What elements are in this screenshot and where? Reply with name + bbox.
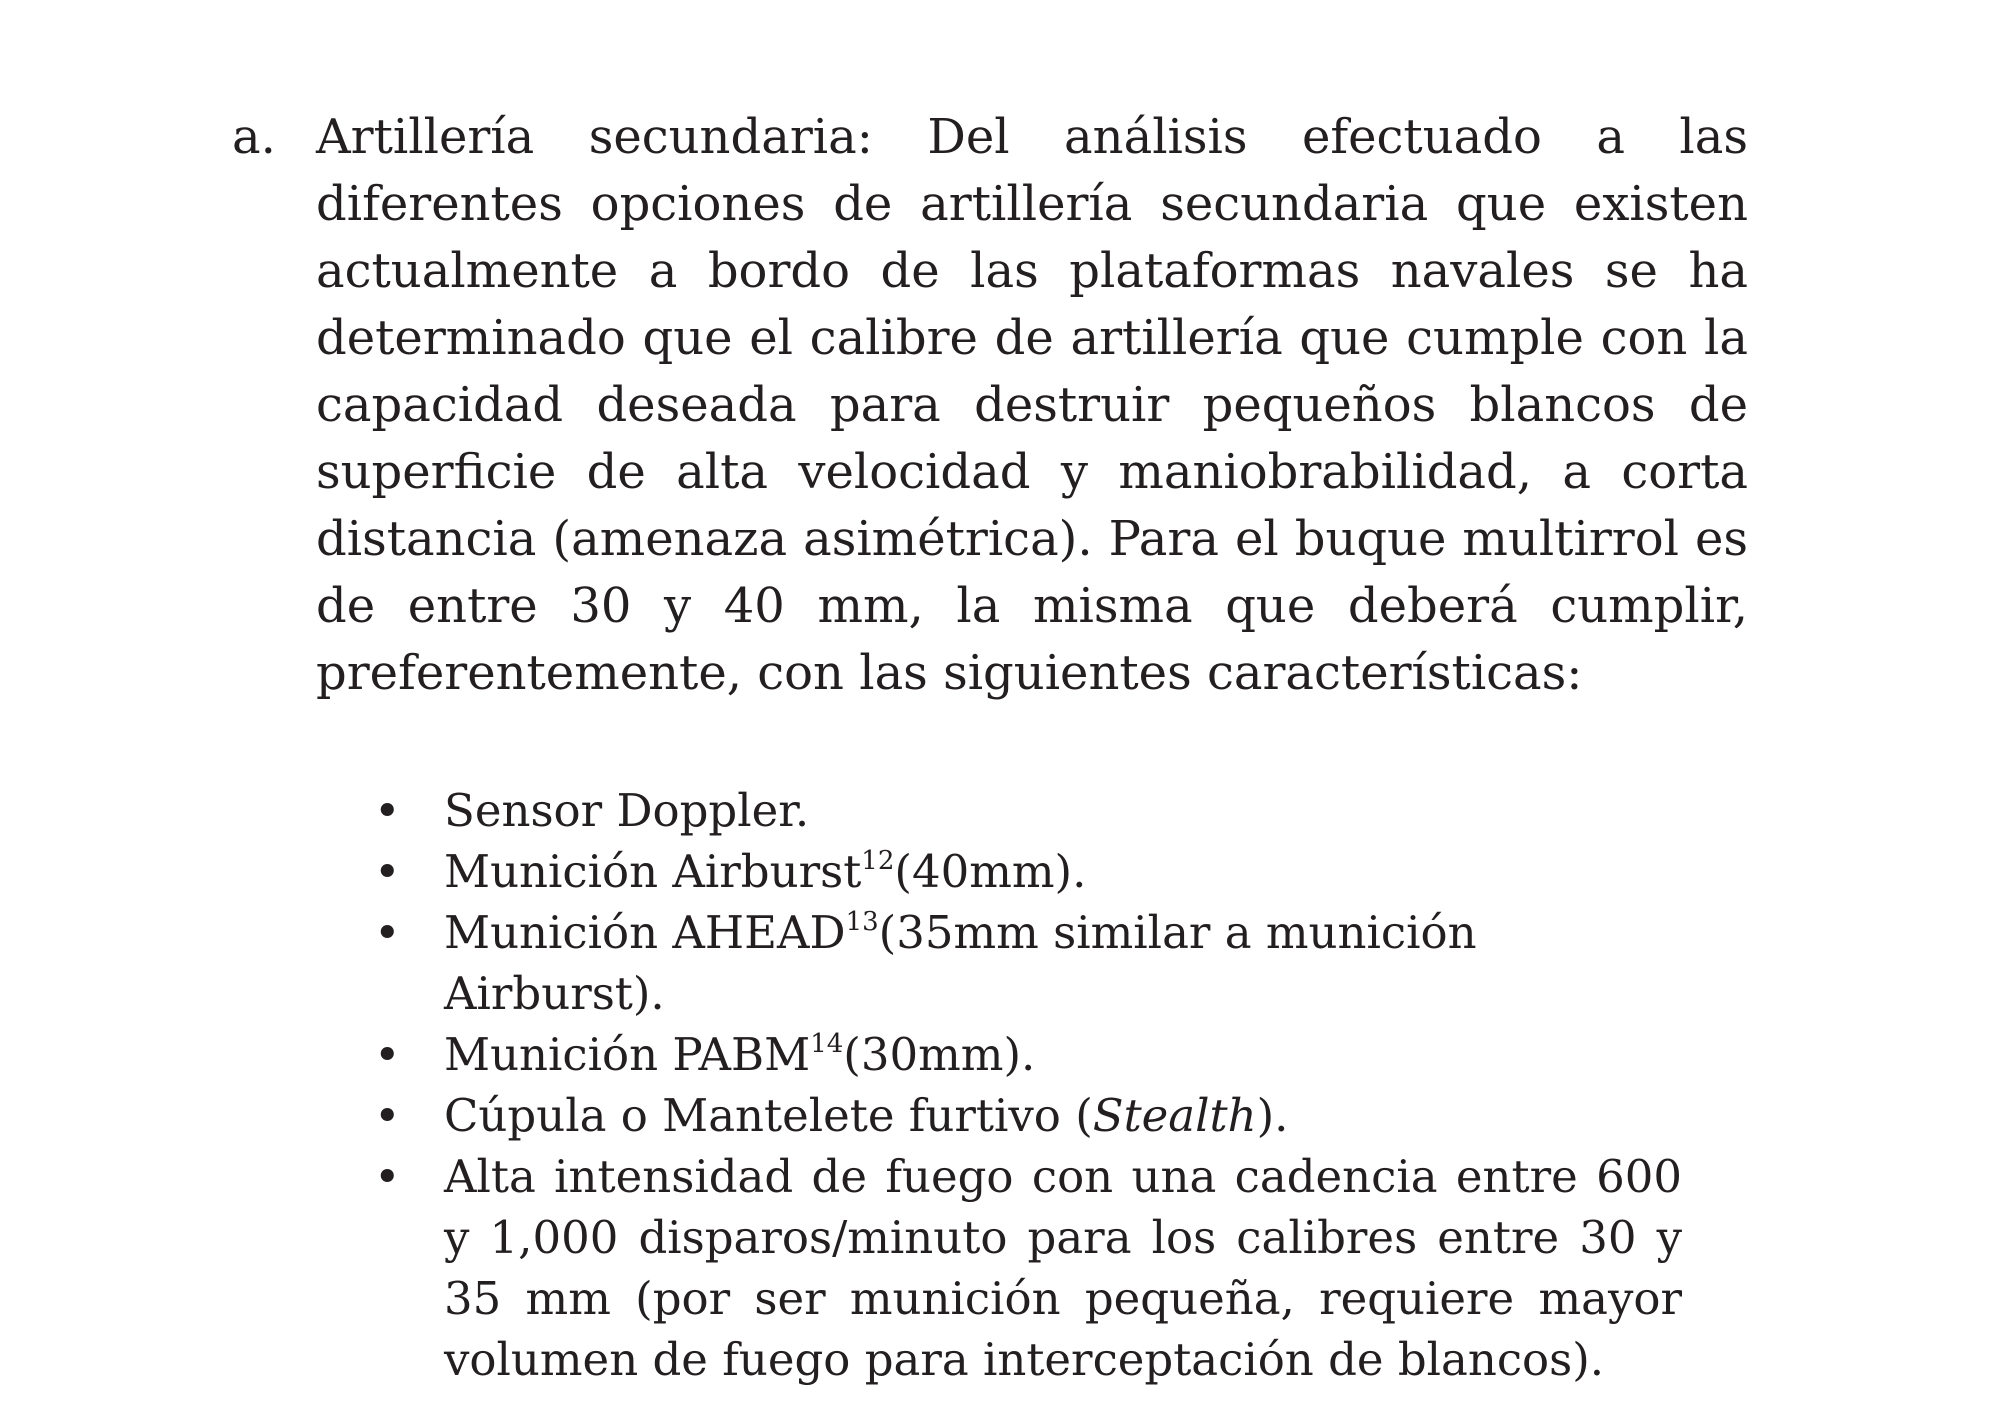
bullet-item-airburst	[362, 841, 1682, 902]
bullet-item-sensor-doppler	[362, 780, 1682, 841]
bullet-icon: •	[374, 906, 401, 959]
footnote-ref-13: 13	[845, 907, 879, 937]
bullet-item-ahead	[362, 902, 1682, 1024]
italic-term: Stealth	[1092, 1089, 1257, 1142]
bullet-text: Sensor Doppler.	[444, 784, 810, 837]
bullet-text-main: Munición PABM	[444, 1028, 811, 1081]
bullet-text-tail: (35mm similar a munición Airburst).	[444, 906, 1477, 1020]
bullet-text	[444, 906, 1477, 1020]
bullet-text	[444, 1089, 1288, 1142]
bullet-text-tail: (30mm).	[843, 1028, 1036, 1081]
bullet-text-main: Munición Airburst	[444, 845, 862, 898]
bullet-icon: •	[374, 1089, 401, 1142]
item-a-paragraph: Artillería secundaria: Del análisis efectuado a las diferentes opciones de artillería secundaria que existen actualmente a bordo de las plataformas navales se ha determinado que el calibre de artillería que cumple con la capacidad deseada para destruir pequeños blancos de superficie de alta velocidad y maniobrabilidad, a corta distancia (amenaza asimétrica). Para el buque multirrol es de entre 30 y 40 mm, la misma que deberá cumplir, preferentemente, con las siguientes características:	[316, 109, 1748, 701]
bullet-item-pabm	[362, 1024, 1682, 1085]
bullet-icon: •	[374, 1150, 401, 1203]
bullet-text: Alta intensidad de fuego con una cadencia entre 600 y 1,000 disparos/minuto para los calibres entre 30 y 35 mm (por ser munición pequeña, requiere mayor volumen de fuego para interceptación de blancos).	[444, 1150, 1682, 1386]
footnote-ref-12: 12	[861, 846, 895, 876]
item-marker: a.	[232, 109, 276, 165]
bullet-text	[444, 1028, 1035, 1081]
bullet-item-stealth	[362, 1085, 1682, 1146]
bullet-icon: •	[374, 784, 401, 837]
bullet-text	[444, 845, 1086, 898]
bullet-text-tail: ).	[1256, 1089, 1289, 1142]
bullet-text-main: Munición AHEAD	[444, 906, 846, 959]
characteristics-list	[362, 780, 1682, 1390]
bullet-icon: •	[374, 1028, 401, 1081]
bullet-item-fire-rate	[362, 1146, 1682, 1390]
footnote-ref-14: 14	[810, 1029, 844, 1059]
bullet-text-main: Cúpula o Mantelete furtivo (	[444, 1089, 1093, 1142]
bullet-icon: •	[374, 845, 401, 898]
bullet-text-tail: (40mm).	[894, 845, 1087, 898]
